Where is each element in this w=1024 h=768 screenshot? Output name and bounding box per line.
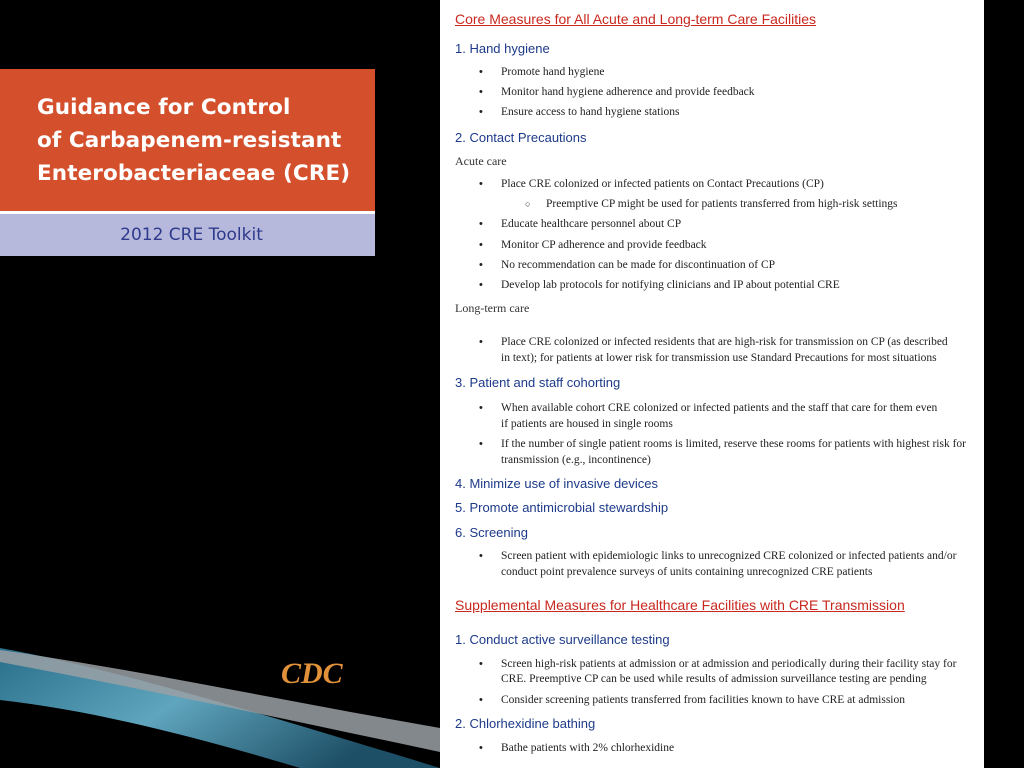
heading-cohorting: 3. Patient and staff cohorting (455, 375, 621, 390)
list-item: Develop lab protocols for notifying clinicians and IP about potential CRE (501, 279, 840, 291)
list-item-continuation: if patients are housed in single rooms (501, 418, 673, 430)
list-item: Monitor CP adherence and provide feedback (501, 239, 707, 251)
list-item: Bathe patients with 2% chlorhexidine (501, 742, 675, 754)
bullet-icon: • (479, 279, 483, 291)
banner-subtitle: 2012 CRE Toolkit (120, 225, 263, 245)
source-label: CDC (281, 657, 343, 690)
list-item: No recommendation can be made for discontinuation of CP (501, 259, 776, 271)
sub-bullet-icon: ○ (525, 199, 531, 209)
list-item: Consider screening patients transferred from facilities known to have CRE at admission (501, 694, 905, 706)
bullet-icon: • (479, 239, 483, 251)
heading-chlorhexidine: 2. Chlorhexidine bathing (455, 716, 596, 731)
list-subitem: Preemptive CP might be used for patients transferred from high-risk settings (546, 198, 898, 210)
subtitle-bar (0, 214, 375, 256)
heading-hand-hygiene: 1. Hand hygiene (455, 41, 550, 56)
bullet-icon: • (479, 658, 483, 670)
list-item-continuation: CRE. Preemptive CP can be used while results of admission surveillance testing are pending (501, 673, 927, 685)
bullet-icon: • (479, 66, 483, 78)
heading-stewardship: 5. Promote antimicrobial stewardship (455, 500, 669, 515)
bullet-icon: • (479, 336, 483, 348)
banner-title (37, 91, 367, 190)
banner-title-line: of Carbapenem-resistant (37, 128, 342, 153)
list-item-continuation: transmission (e.g., incontinence) (501, 454, 651, 466)
supplemental-measures-title: Supplemental Measures for Healthcare Facilities with CRE Transmission (455, 597, 905, 613)
list-item: Ensure access to hand hygiene stations (501, 106, 680, 118)
list-item: Promote hand hygiene (501, 66, 605, 78)
list-item: Screen patient with epidemiologic links to unrecognized CRE colonized or infected patients and/or (501, 550, 957, 562)
banner-title-line: Guidance for Control (37, 95, 291, 120)
bullet-icon: • (479, 550, 483, 562)
bullet-icon: • (479, 694, 483, 706)
list-item: Place CRE colonized or infected residents that are high-risk for transmission on CP (as described (501, 336, 948, 348)
list-item-continuation: conduct point prevalence surveys of units containing unrecognized CRE patients (501, 566, 873, 578)
core-measures-title: Core Measures for All Acute and Long-term Care Facilities (455, 11, 817, 27)
bullet-icon: • (479, 178, 483, 190)
bullet-icon: • (479, 259, 483, 271)
acute-care-label: Acute care (455, 154, 507, 168)
list-item: Place CRE colonized or infected patients on Contact Precautions (CP) (501, 178, 824, 190)
bullet-icon: • (479, 402, 483, 414)
bullet-icon: • (479, 106, 483, 118)
heading-invasive-devices: 4. Minimize use of invasive devices (455, 476, 659, 491)
bullet-icon: • (479, 742, 483, 754)
list-item: When available cohort CRE colonized or infected patients and the staff that care for them even (501, 402, 938, 414)
heading-contact-precautions: 2. Contact Precautions (455, 130, 587, 145)
heading-surveillance: 1. Conduct active surveillance testing (455, 632, 670, 647)
long-term-care-label: Long-term care (455, 301, 530, 315)
list-item: Monitor hand hygiene adherence and provide feedback (501, 86, 755, 98)
banner-title-line: Enterobacteriaceae (CRE) (37, 161, 351, 186)
list-item: Screen high-risk patients at admission or at admission and periodically during their facility stay for (501, 658, 957, 670)
title-banner (0, 69, 375, 211)
list-item: Educate healthcare personnel about CP (501, 218, 682, 230)
bullet-icon: • (479, 218, 483, 230)
list-item-continuation: in text); for patients at lower risk for transmission use Standard Precautions for most situations (501, 352, 937, 364)
document-page (440, 0, 984, 768)
list-item: If the number of single patient rooms is limited, reserve these rooms for patients with highest risk for (501, 438, 967, 450)
heading-screening: 6. Screening (455, 525, 528, 540)
bullet-icon: • (479, 86, 483, 98)
bullet-icon: • (479, 438, 483, 450)
decorative-swoosh (0, 640, 440, 768)
